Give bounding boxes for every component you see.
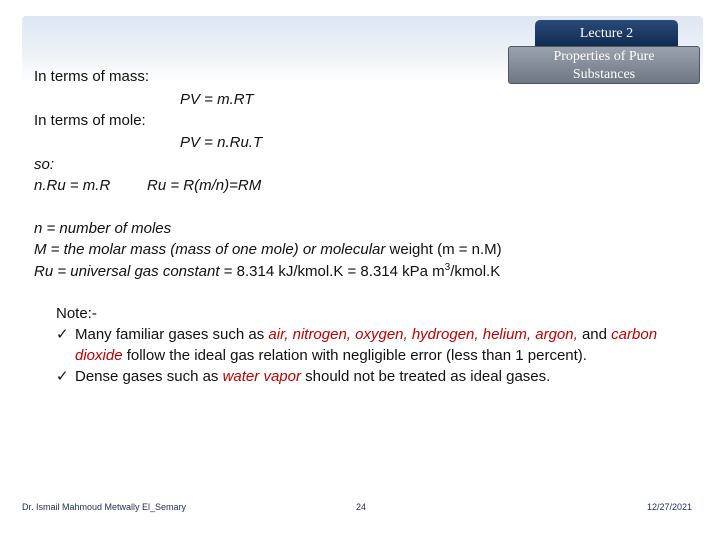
note-item-1-c: and [577, 326, 612, 343]
footer-date: 12/27/2021 [647, 502, 693, 512]
note-block [56, 303, 686, 387]
note-item-1-co2: carbon dioxide [75, 326, 658, 364]
so-equation-2: Ru = R(m/n)=RM [147, 177, 262, 194]
topic-line-1: Properties of Pure [553, 49, 655, 64]
mass-label: In terms of mass: [34, 68, 150, 85]
definition-ru-unit: /kmol.K [450, 263, 501, 280]
definition-ru [34, 262, 500, 280]
definition-ru-value: = 8.314 kJ/kmol.K = 8.314 kPa m [219, 263, 445, 280]
lecture-tab: Lecture 2 [535, 20, 678, 47]
footer-author: Dr. Ismail Mahmoud Metwally El_Semary [22, 502, 187, 512]
note-item-2-c: should not be treated as ideal gases. [300, 368, 551, 385]
note-item-2-a: Dense gases such as [75, 368, 223, 385]
topic-line-2: Substances [572, 67, 636, 82]
definition-m-tail: weight (m = n.M) [385, 241, 502, 258]
definition-n-text: n = number of moles [34, 220, 172, 237]
definition-ru-main: Ru = universal gas constant [34, 263, 220, 280]
mole-equation: PV = n.Ru.T [180, 134, 263, 151]
note-item-2-vapor: water vapor [222, 368, 301, 385]
definition-ru-superscript: 3 [444, 262, 451, 273]
mass-equation: PV = m.RT [180, 91, 254, 108]
so-label: so: [34, 156, 55, 173]
mole-label: In terms of mole: [34, 112, 146, 129]
note-item-1 [56, 324, 686, 366]
so-equation-1: n.Ru = m.R [34, 177, 111, 194]
footer-page-number: 24 [356, 502, 367, 512]
checkmark-icon: ✓ [56, 368, 69, 385]
note-item-1-e: follow the ideal gas relation with negligible error (less than 1 percent). [122, 347, 587, 364]
note-item-1-gases: air, nitrogen, oxygen, hydrogen, helium, argon, [268, 326, 578, 343]
definition-m-main: M = the molar mass (mass of one mole) or molecular [34, 241, 386, 258]
note-title: Note:- [56, 305, 97, 322]
note-item-2 [56, 366, 686, 387]
topic-box [508, 46, 700, 84]
definition-n [34, 220, 171, 237]
definition-m [34, 241, 502, 258]
note-item-1-a: Many familiar gases such as [75, 326, 269, 343]
checkmark-icon: ✓ [56, 326, 69, 343]
